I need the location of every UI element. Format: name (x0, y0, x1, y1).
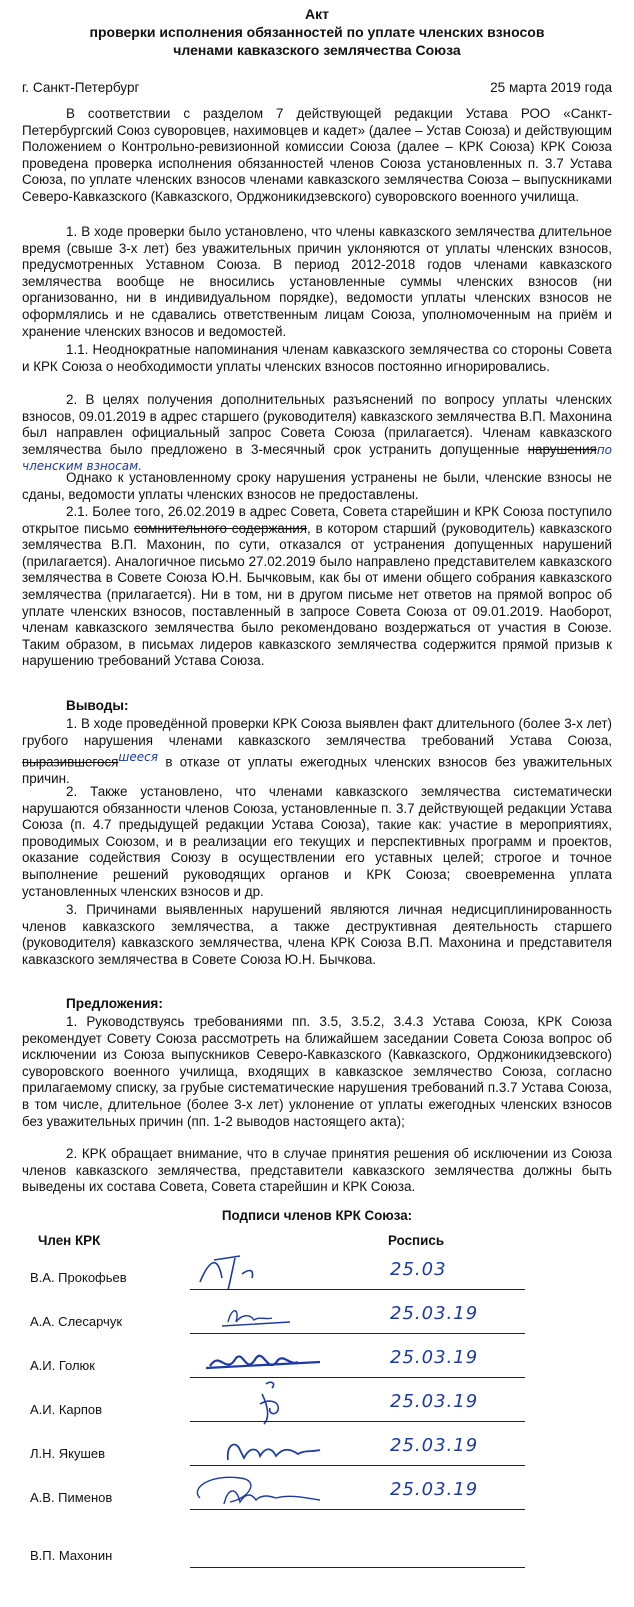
finding-1: 1. В ходе проверки было установлено, что члены кавказского землячества длительное время (свыше 3-х лет) без уважительных причин уклоняются от уплаты членских взносов, предусмотренных Уставном Союза. В период 2012-2018 годов членами кавказского землячества вообще не вносились установленные суммы членских взносов (ни организованно, ни в индивидуальном порядке), ведомости уплаты членских взносов не оформлялись и не сдавались ответственным лицам Союза, уполномоченным на приём и хранение членских взносов и ведомостей. (22, 224, 612, 339)
intro-paragraph: В соответствии с разделом 7 действующей редакции Устава РОО «Санкт-Петербургский Союз суворовцев, нахимовцев и кадет» (далее – Устав Союза) и действующим Положением о Контрольно-ревизионной комиссии Союза (далее – КРК Союза) КРК Союза проведена проверка исполнения обязанностей членов Союза установленных п. 3.7 Устава Союза, по уплате членских взносов членами кавказского землячества Союза – выпускниками Северо-Кавказского (Кавказского, Орджоникидзевского) суворовского военного училища. (22, 106, 612, 204)
signature-date: 25.03.19 (390, 1391, 479, 1412)
proposal-2: 2. КРК обращает внимание, что в случае принятия решения об исключении из Союза членов кавказского землячества, представители кавказского землячества должны быть выведены их состава Совета, Совета старейшин и КРК Союза. (22, 1146, 612, 1195)
signature-row (0, 1479, 634, 1522)
doc-date: 25 марта 2019 года (490, 80, 612, 95)
col-sign-header: Роспись (388, 1233, 445, 1248)
member-name: А.И. Голюк (30, 1358, 95, 1373)
member-name: А.И. Карпов (30, 1402, 103, 1417)
signature-line (190, 1377, 525, 1378)
signature-date: 25.03.19 (390, 1303, 479, 1324)
doc-title-line2: проверки исполнения обязанностей по уплате членских взносов (89, 24, 545, 40)
handwritten-signature (180, 1424, 330, 1470)
handwritten-signature (180, 1380, 330, 1426)
signature-date: 25.03 (390, 1259, 447, 1280)
finding-2: 2. В целях получения дополнительных разъяснений по вопросу уплаты членских взносов, 09.01.2019 в адрес старшего (руководителя) кавказского землячества В.П. Махонина был направлен официальный запрос Совета Союза (прилагается). Членам кавказского землячества было предложено в 3-месячный срок устранить допущенные нарушенияпо членским взносам. (22, 392, 612, 474)
doc-title-line3: членами кавказского землячества Союза (173, 42, 461, 58)
struck-text-3: выразившегося (22, 754, 119, 770)
member-name: В.П. Махонин (30, 1548, 113, 1563)
col-member-header: Член КРК (38, 1233, 101, 1248)
handwritten-signature (180, 1468, 330, 1514)
member-name: А.А. Слесарчук (30, 1314, 123, 1329)
signature-line (190, 1567, 525, 1568)
member-name: В.А. Прокофьев (30, 1270, 127, 1285)
handwritten-insertion: по членским взносам. (22, 442, 612, 474)
finding-1-1: 1.1. Неоднократные напоминания членам кавказского землячества со стороны Совета и КРК Союза о необходимости уплаты членских взносов постоянно игнорировались. (22, 342, 612, 374)
conclusions-heading: Выводы: (66, 698, 129, 713)
conclusion-1: 1. В ходе проведённой проверки КРК Союза выявлен факт длительного (более 3-х лет) грубого нарушения членами кавказского землячества требований Устава Союза, выразившегося$^{шееся}$ в отказе от уплаты ежегодных членских взносов без уважительных причин. (22, 716, 612, 787)
handwritten-correction: шееся (118, 750, 158, 765)
signature-line (190, 1421, 525, 1422)
handwritten-signature (180, 1336, 330, 1382)
signature-date: 25.03.19 (390, 1435, 479, 1456)
signature-line (190, 1333, 525, 1334)
finding-2-1: 2.1. Более того, 26.02.2019 в адрес Совета, Совета старейшин и КРК Союза поступило открытое письмо сомнительного содержания, в котором старший (руководитель) кавказского землячества В.П. Махонин, по сути, отказался от устранения допущенных нарушений (прилагается). Аналогичное письмо 27.02.2019 было направлено представителем кавказского землячества в Совете Союза Ю.Н. Бычковым, как бы от имени общего собрания кавказского землячества (прилагается). Ни в том, ни в другом письме нет ответов на прямой вопрос об уплате членских взносов, поставленный в запросе Совета Союза от 09.01.2019. Наоборот, членам кавказского землячества было рекомендовано воздержаться от участия в Союзе. Таким образом, в письмах лидеров кавказского землячества содержится прямой призыв к нарушению требований Устава Союза. (22, 504, 612, 669)
signature-line (190, 1289, 525, 1290)
doc-place: г. Санкт-Петербург (22, 80, 140, 95)
signature-date: 25.03.19 (390, 1347, 479, 1368)
signature-date: 25.03.19 (390, 1479, 479, 1500)
handwritten-signature (180, 1248, 330, 1294)
finding-2-note: Однако к установленному сроку нарушения устранены не были, членские взносы не сданы, ведомости уплаты членских взносов не предоставлены. (22, 470, 612, 502)
member-name: А.В. Пименов (30, 1490, 113, 1505)
handwritten-signature (180, 1292, 330, 1338)
signature-line (190, 1509, 525, 1510)
signatures-heading: Подписи членов КРК Союза: (221, 1208, 413, 1223)
struck-text: нарушения (527, 441, 597, 457)
member-name: Л.Н. Якушев (30, 1446, 106, 1461)
conclusion-2: 2. Также установлено, что членами кавказского землячества систематически нарушаются обязанности членов Союза, установленные п. 3.7 действующей редакции Устава Союза (п. 4.7 предыдущей редакции Устава Союза), такие как: участие в мероприятиях, проводимых Союзом, и в реализации его текущих и перспективных программ и проектов, оказание содействия Союзу в осуществлении его уставных целей; строгое и точное выполнение решений руководящих органов и КРК Союза; своевременна уплата установленных членских взносов и др. (22, 784, 612, 899)
struck-text-2: сомнительного содержания (133, 520, 307, 536)
doc-title: Акт (305, 6, 329, 22)
signature-row (0, 1540, 634, 1580)
proposals-heading: Предложения: (66, 996, 163, 1011)
conclusion-3: 3. Причинами выявленных нарушений являются личная недисциплинированность членов кавказского землячества, а также деструктивная деятельность старшего (руководителя) кавказского землячества, члена КРК Союза В.П. Махонина и представителя кавказского землячества в Совете Союза Ю.Н. Бычкова. (22, 902, 612, 967)
proposal-1: 1. Руководствуясь требованиями пп. 3.5, 3.5.2, 3.4.3 Устава Союза, КРК Союза рекомендует Совету Союза рассмотреть на ближайшем заседании Совета Союза вопрос об исключении из Союза выпускников Северо-Кавказского (Кавказского, Орджоникидзевского) суворовского военного училища, входящих в кавказское землячество Союза, согласно прилагаемому списку, за грубые систематические нарушения требований п.3.7 Устава Союза, в том числе, длительное (более 3-х лет) уклонение от уплаты ежегодных членских взносов без уважительных причин (пп. 1-2 выводов настоящего акта); (22, 1014, 612, 1129)
signature-line (190, 1465, 525, 1466)
